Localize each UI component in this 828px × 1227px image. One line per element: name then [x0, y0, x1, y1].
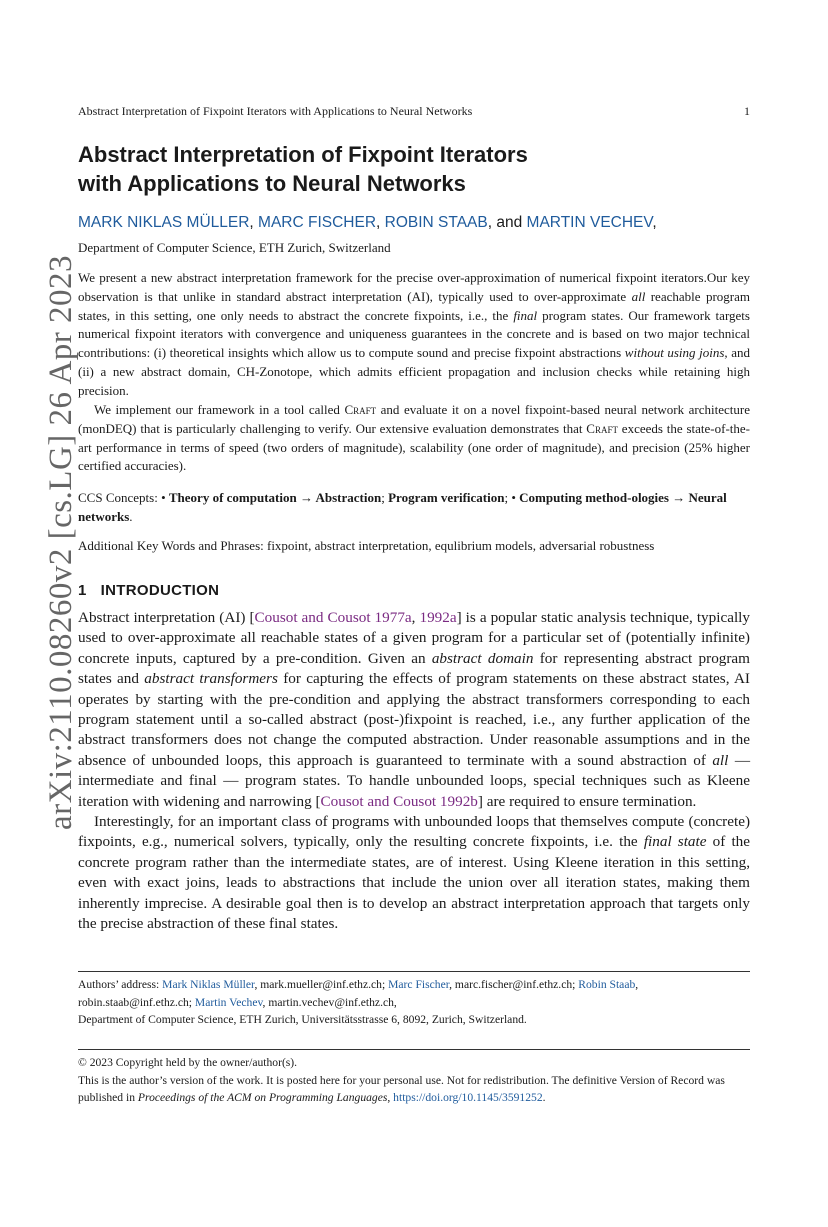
body-text: Interestingly, for an important class of programs with unbounded loops that themselves compute (concrete) fixpoints, e.g., numerical solvers, typically, only the resulting concrete fixpoints, i.e. the [78, 813, 750, 851]
body-text: for representing abstract program states and [78, 649, 750, 688]
title-line-1: Abstract Interpretation of Fixpoint Iterators [78, 142, 528, 167]
ccs-term: Theory of computation → Abstraction [168, 490, 382, 505]
author-link[interactable]: MARTIN VECHEV [526, 214, 653, 231]
body-text: ] are required to ensure termination. [477, 792, 697, 810]
footnote-text: , robin.staab@inf.ethz.ch; [78, 978, 639, 1009]
body-emphasis: abstract transformers [144, 670, 278, 688]
author-link[interactable]: Mark Niklas Müller [162, 978, 255, 991]
running-head [78, 104, 750, 119]
paper-title [78, 140, 528, 198]
author-link[interactable]: Marc Fischer [388, 978, 450, 991]
body-text: , [411, 609, 420, 626]
copyright-notice [78, 1054, 750, 1107]
ccs-separator: ; • [504, 490, 520, 505]
ccs-label: CCS Concepts: • [78, 490, 169, 505]
affiliation: Department of Computer Science, ETH Zurich, Switzerland [78, 240, 391, 255]
abstract-text: program states. Our framework targets numerical fixpoint iterators with convergence and uniqueness guarantees in the concrete and is based on two major technical contributions: (i) theoretical insights which allow us to compute sound and precise fixpoint abstractions [78, 307, 750, 361]
citation-link[interactable]: Cousot and Cousot 1992b [320, 792, 478, 810]
body-text: of the concrete program rather than the intermediate states, are of interest. Using Kleene iteration in this setting, even with exact joins, leads to abstractions that include the union over all iteration states, making them inherently imprecise. A desirable goal then is to develop an abstract interpretation approach that targets only the precise abstraction of these final states. [78, 833, 750, 933]
ccs-term: Computing method-ologies → Neural networks [78, 490, 727, 524]
body-text: Abstract interpretation (AI) [ [78, 609, 255, 626]
abstract-paragraph-2 [78, 401, 750, 476]
section-heading [78, 582, 219, 599]
intro-paragraph-2 [78, 812, 750, 934]
keywords: Additional Key Words and Phrases: fixpoint, abstract interpretation, equlibrium models, adversarial robustness [78, 538, 655, 553]
author-link[interactable]: ROBIN STAAB [384, 214, 488, 231]
body-emphasis: all [712, 751, 729, 769]
abstract-text: and evaluate it on a novel fixpoint-based neural network architecture (monDEQ) that is particularly challenging to verify. Our extensive evaluation demonstrates that [78, 402, 751, 436]
copyright-line: © 2023 Copyright held by the owner/author(s). [78, 1056, 298, 1069]
abstract-paragraph-1 [78, 269, 750, 401]
copyright-text: . [542, 1091, 546, 1104]
abstract-emphasis: without using joins [624, 345, 725, 361]
abstract-text: We implement our framework in a tool called [94, 402, 345, 417]
abstract-emphasis: all [631, 288, 646, 304]
citation-link[interactable]: Cousot and Cousot 1977a [254, 609, 412, 626]
copyright-text: This is the author’s version of the work. It is posted here for your personal use. Not for redistribution. The definitive Version of Record was published in [78, 1073, 725, 1104]
body-emphasis: abstract domain [431, 649, 534, 667]
ccs-concepts [78, 488, 750, 526]
intro-body [78, 608, 750, 935]
page-number: 1 [744, 104, 750, 118]
author-link[interactable]: MARK NIKLAS MÜLLER [78, 214, 250, 231]
ccs-term: Program verification [388, 490, 505, 505]
ccs-separator: ; [381, 490, 389, 505]
body-text: — intermediate and final — program states. To handle unbounded loops, special techniques such as Kleene iteration with widening and narrowing [ [78, 751, 751, 810]
citation-link[interactable]: 1992a [419, 609, 457, 626]
author-conjunction: and [496, 214, 523, 231]
doi-link[interactable]: https://doi.org/10.1145/3591252 [393, 1091, 543, 1104]
abstract-text: We present a new abstract interpretation framework for the precise over-approximation of numerical fixpoint iterators.Our key observation is that unlike in standard abstract interpretation (AI), typically used to over-approximate [78, 270, 750, 304]
author-list: MARK NIKLAS MÜLLER, MARC FISCHER, ROBIN STAAB, and MARTIN VECHEV, [78, 214, 657, 231]
title-line-2: with Applications to Neural Networks [78, 171, 466, 196]
intro-paragraph-1 [78, 608, 750, 812]
copyright-divider [78, 1049, 750, 1050]
running-head-title: Abstract Interpretation of Fixpoint Iterators with Applications to Neural Networks [78, 104, 473, 118]
abstract-text: exceeds the state-of-the-art performance in terms of speed (two orders of magnitude), scalability (one order of magnitude), and precision (25% higher certified accuracies). [78, 420, 751, 474]
footnote-text: , martin.vechev@inf.ethz.ch, [262, 995, 397, 1009]
arxiv-stamp: arXiv:2110.08260v2 [cs.LG] 26 Apr 2023 [43, 254, 79, 830]
body-text: ] is a popular static analysis technique, typically used to over-approximate all reachable states of a given program for a particular set of (potentially infinite) concrete inputs, captured by a pre-condition. Given an [78, 609, 750, 667]
footnote-text: Authors’ address: [78, 978, 163, 991]
body-emphasis: final state [643, 833, 707, 851]
tool-name: Craft [344, 402, 377, 417]
footnote-divider [78, 971, 750, 972]
footnote-text: Department of Computer Science, ETH Zurich, Universitätsstrasse 6, 8092, Zurich, Switzerland. [78, 1013, 527, 1026]
author-link[interactable]: Martin Vechev [194, 995, 263, 1009]
tool-name: Craft [586, 420, 618, 436]
abstract-text: reachable program states, in this setting, one only needs to abstract the concrete fixpoints, i.e., the [78, 288, 750, 323]
author-address-footnote [78, 976, 750, 1029]
abstract-text: , and (ii) a new abstract domain, CH-Zonotope, which admits efficient propagation and inclusion checks while retaining high precision. [78, 345, 750, 398]
section-number: 1 [78, 582, 87, 599]
footnote-text: , mark.mueller@inf.ethz.ch; [254, 978, 389, 991]
venue-name: Proceedings of the ACM on Programming Languages [137, 1091, 388, 1104]
footnote-text: , marc.fischer@inf.ethz.ch; [449, 978, 579, 991]
abstract-emphasis: final [513, 307, 538, 323]
ccs-end: . [129, 509, 133, 524]
author-link[interactable]: MARC FISCHER [258, 214, 377, 231]
body-text: for capturing the effects of program statements on these abstract states, AI operates by starting with the pre-condition and applying the abstract transformers corresponding to each program statement until a so-called abstract (post-)fixpoint is reached, i.e., any further application of the abstract transformers does not change the computed abstraction. Under reasonable assumptions and in the absence of unbounded loops, this approach is guaranteed to terminate with a sound abstraction of [78, 670, 750, 769]
copyright-text: , [387, 1091, 394, 1104]
author-link[interactable]: Robin Staab [578, 978, 636, 991]
section-title: INTRODUCTION [100, 582, 220, 599]
